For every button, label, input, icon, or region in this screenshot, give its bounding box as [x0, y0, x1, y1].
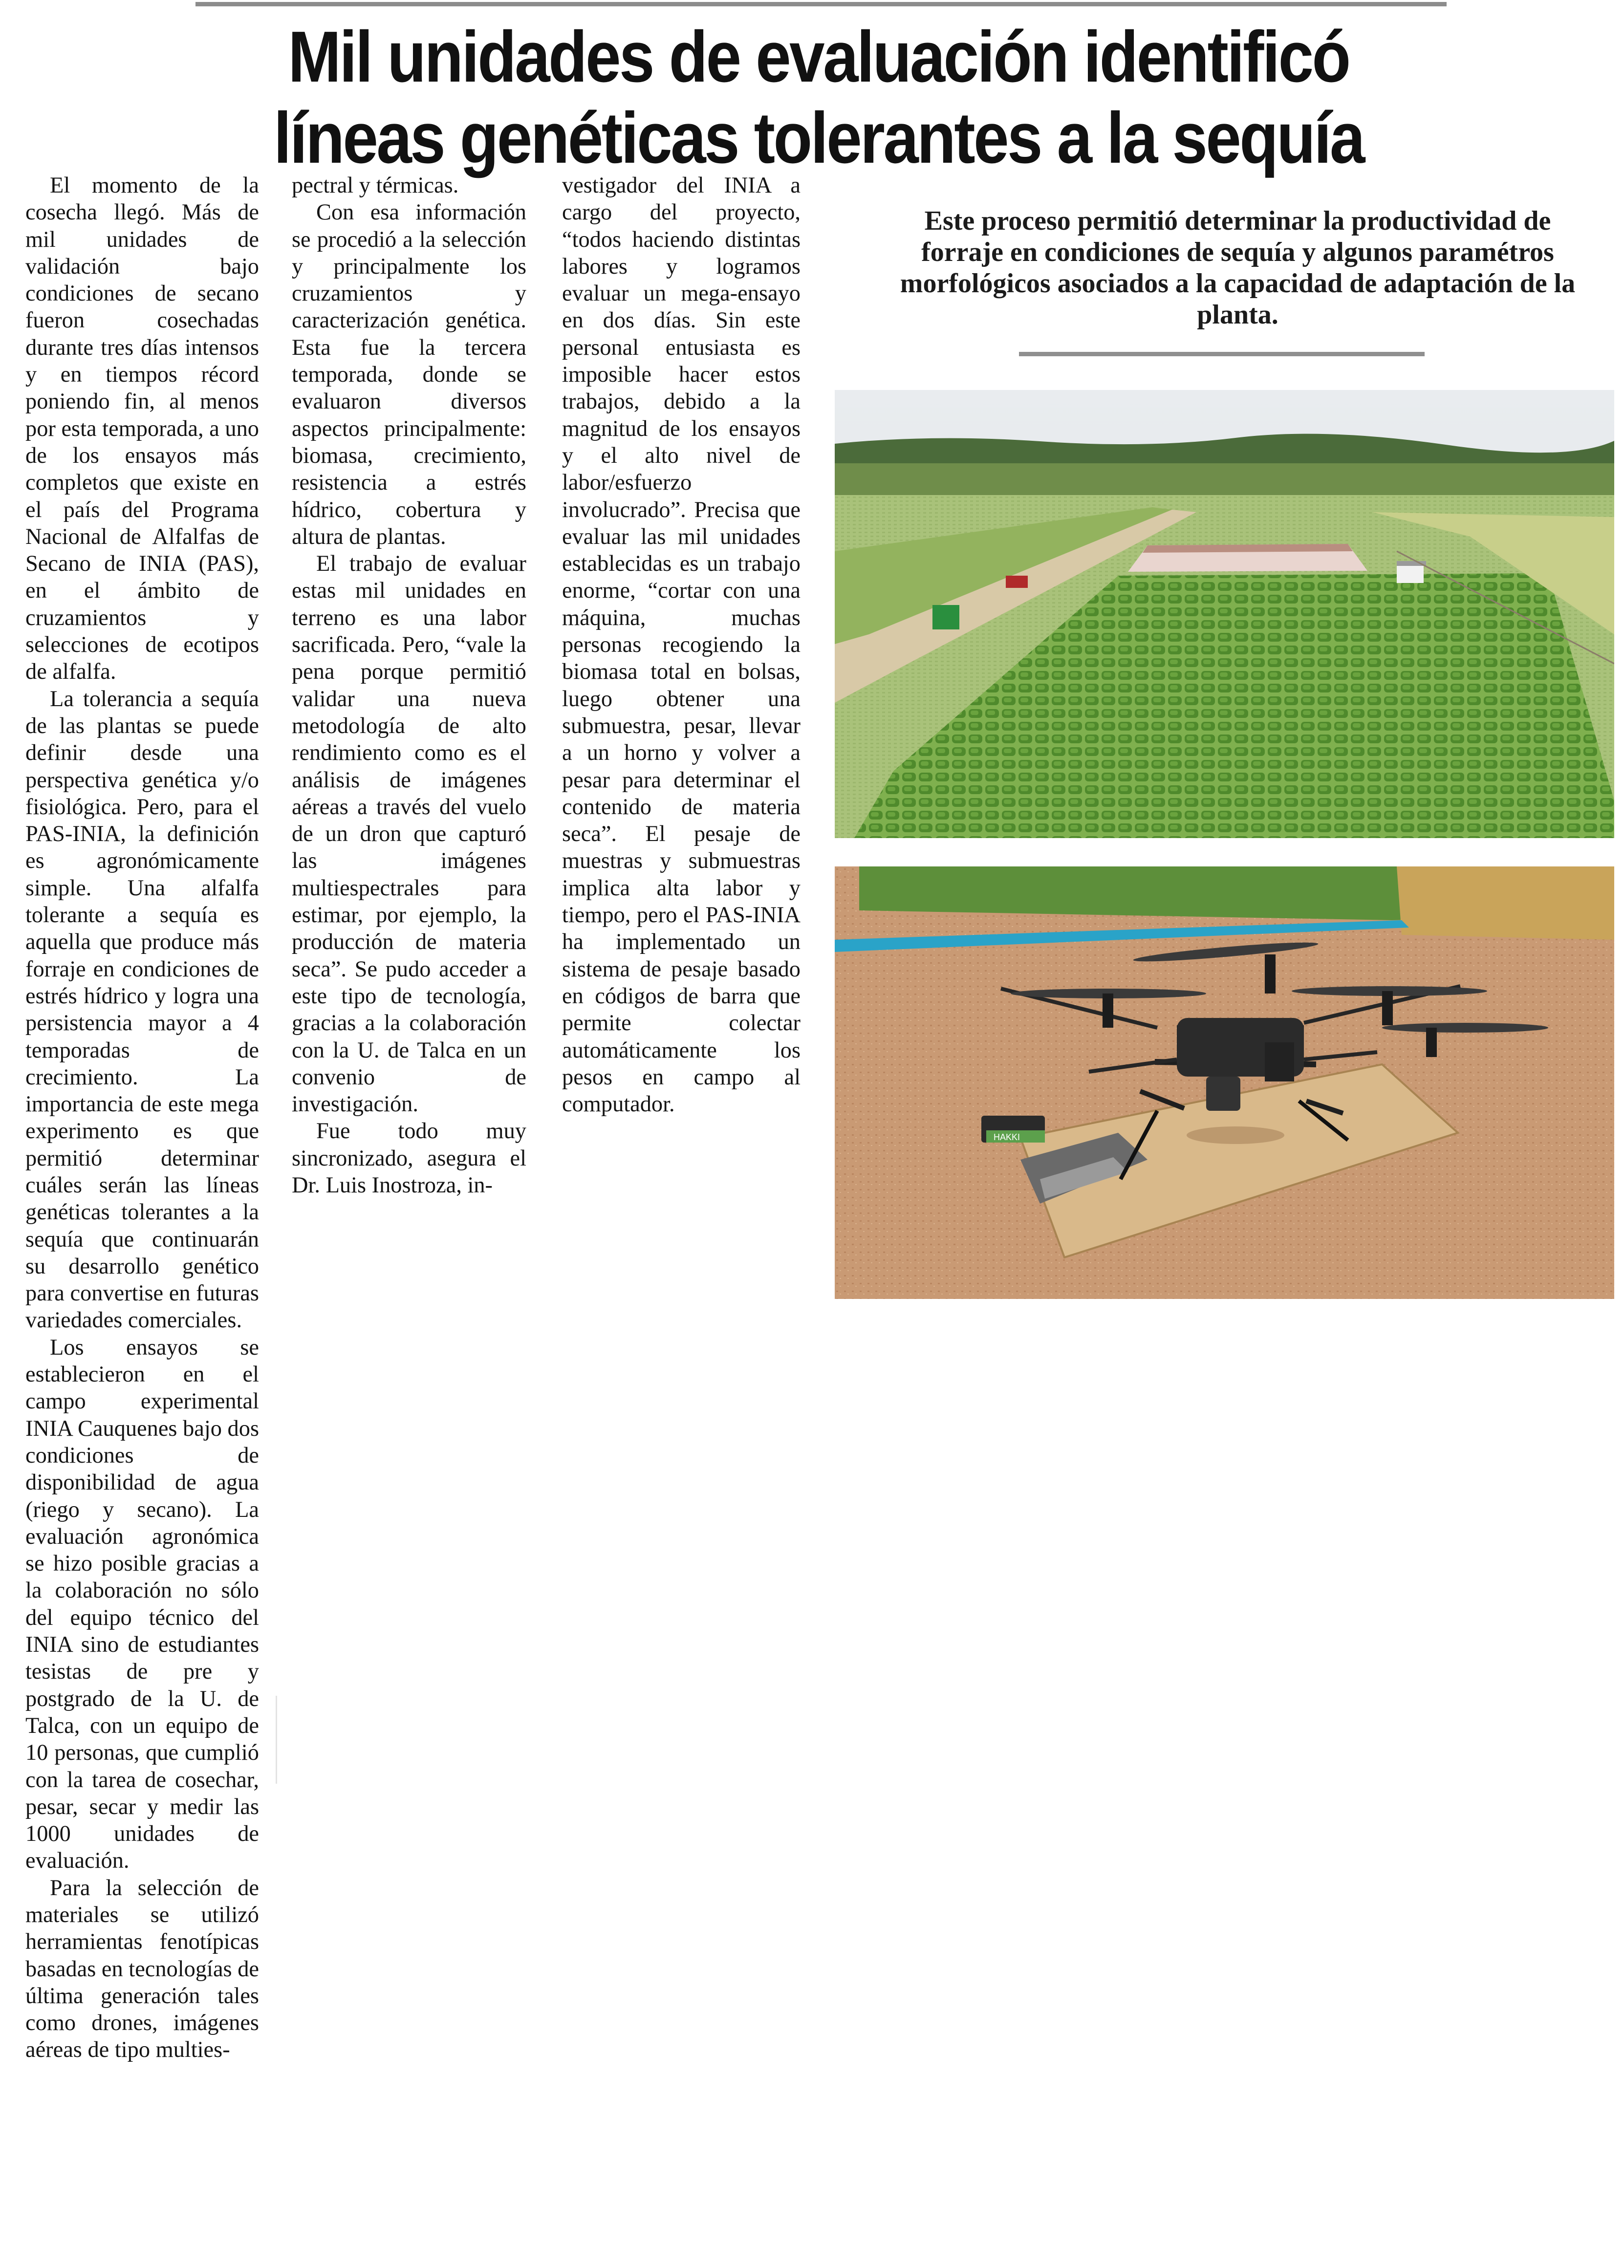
field-photo-illustration	[835, 390, 1614, 838]
aerial-field-trial-photo	[835, 390, 1614, 838]
paragraph: pectral y térmicas.	[292, 173, 459, 198]
paragraph: vestigador del INIA a cargo del proyecto, “todos haciendo distintas labores y logramos evaluar un mega-ensayo en dos días. Sin este personal entusiasta es imposible hacer estos trabajos, debido a la magnitud de los ensayos y el alto nivel de labor/esfuerzo involucrado”. Precisa que evaluar las mil unidades establecidas es un trabajo enorme, “cortar con una máquina, muchas personas recogiendo la biomasa total en bolsas, luego obtener una submuestra, pesar, llevar a un horno y volver a pesar para determinar el contenido de materia seca”. El pesaje de muestras y submuestras implica alta labor y tiempo, pero el PAS-INIA ha implementado un sistema de pesaje basado en códigos de barra que permite colectar automáticamente los pesos en campo al computador.	[562, 173, 801, 1117]
paragraph: El trabajo de evaluar estas mil unidades en terreno es una labor sacrificada. Pero, “vale la pena porque permitió validar una nueva metodología de alto rendimiento como es el análisis de imágenes aéreas a través del vuelo de un dron que capturó las imágenes multiespectrales para estimar, por ejemplo, la producción de materia seca”. Se pudo acceder a este tipo de tecnología, gracias a la colaboración con la U. de Talca en un convenio de investigación.	[292, 551, 526, 1117]
paragraph: Para la selección de materiales se utilizó herramientas fenotípicas basadas en tecnologías de última generación tales como drones, imágenes aéreas de tipo multies-	[25, 1875, 259, 2063]
article-column-1	[25, 172, 259, 2064]
drone-on-board-photo	[835, 866, 1614, 1299]
paragraph: Los ensayos se establecieron en el campo experimental INIA Cauquenes bajo dos condiciones de disponibilidad de agua (riego y secano). La evaluación agronómica se hizo posible gracias a la colaboración no sólo del equipo técnico del INIA sino de estudiantes tesistas de pre y postgrado de la U. de Talca, con un equipo de 10 personas, que cumplió con la tarea de cosechar, pesar, secar y medir las 1000 unidades de evaluación.	[25, 1335, 259, 1874]
paragraph: La tolerancia a sequía de las plantas se puede definir desde una perspectiva genética y/o fisiológica. Pero, para el PAS-INIA, la definición es agronómicamente simple. Una alfalfa tolerante a sequía es aquella que produce más forraje en condiciones de estrés hídrico y logra una persistencia mayor a 4 temporadas de crecimiento. La importancia de este mega experimento es que permitió determinar cuáles serán las líneas genéticas tolerantes a la sequía que continuarán su desarrollo genético para convertise en futuras variedades comerciales.	[25, 686, 259, 1333]
article-column-3	[562, 172, 801, 1118]
headline-line-1: Mil unidades de evaluación identificó	[288, 17, 1349, 97]
pull-quote-rule	[1019, 352, 1425, 356]
drone-photo-illustration	[835, 866, 1614, 1299]
paragraph: Con esa información se procedió a la selección y principalmente los cruzamientos y caracterización genética. Esta fue la tercera temporada, donde se evaluaron diversos aspectos principalmente: biomasa, crecimiento, resistencia a estrés hídrico, cobertura y altura de plantas.	[292, 200, 526, 549]
headline-line-2: líneas genéticas tolerantes a la sequía	[274, 98, 1364, 178]
paragraph: Fue todo muy sincronizado, asegura el Dr. Luis Inostroza, in-	[292, 1119, 526, 1198]
paragraph: El momento de la cosecha llegó. Más de mil unidades de validación bajo condiciones de secano fueron cosechadas durante tres días intensos y en tiempos récord poniendo fin, al menos por esta temporada, a uno de los ensayos más completos que existe en el país del Programa Nacional de Alfalfas de Secano de INIA (PAS), en el ámbito de cruzamientos y selecciones de ecotipos de alfalfa.	[25, 173, 259, 685]
headline	[227, 17, 1410, 179]
pull-quote: Este proceso permitió determinar la productividad de forraje en condiciones de sequía y algunos paramétros morfológicos asociados a la capacidad de adaptación de la planta.	[900, 206, 1576, 330]
battery-label: HAKKI	[994, 1132, 1020, 1142]
top-rule	[195, 2, 1447, 6]
column-divider	[276, 1696, 277, 1784]
article-column-2	[292, 172, 526, 1199]
